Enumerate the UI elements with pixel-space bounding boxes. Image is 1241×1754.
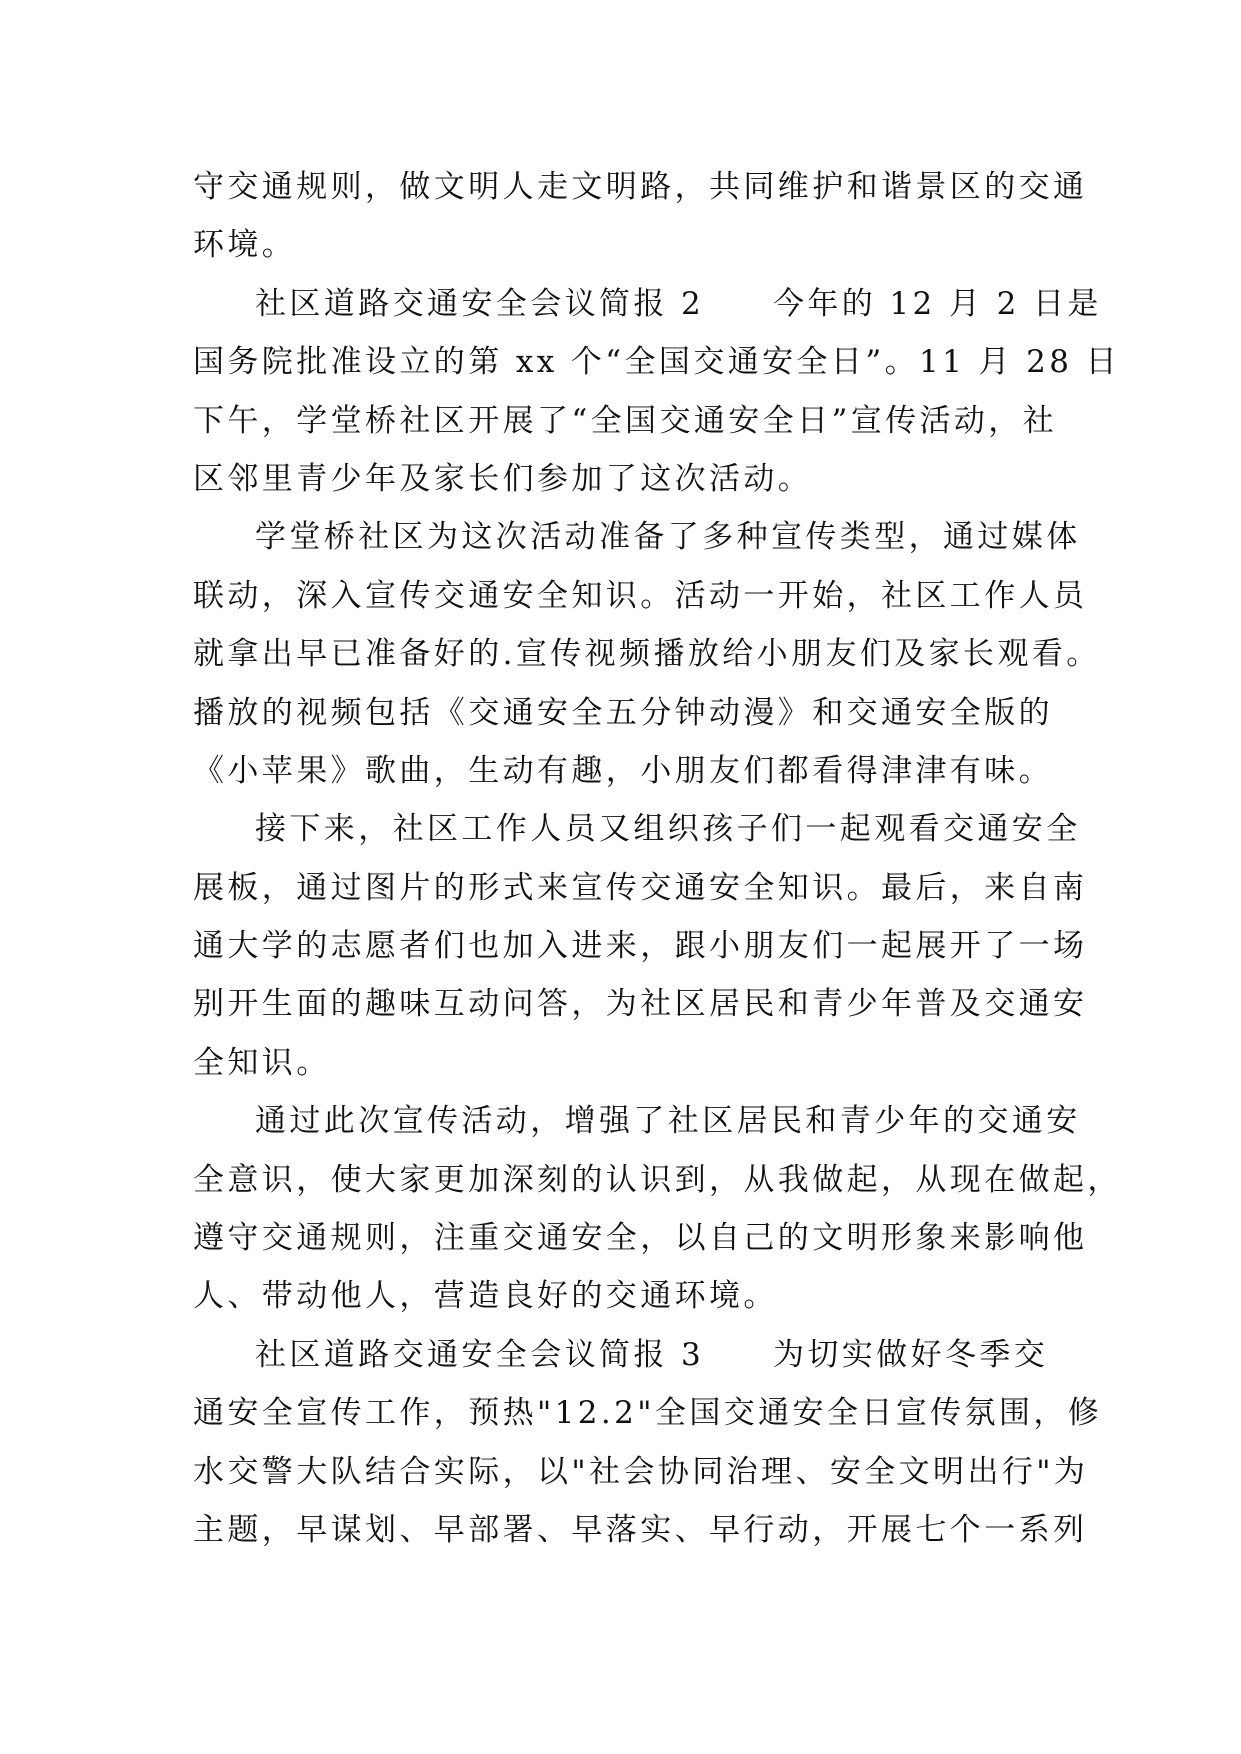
text-line: 全知识。	[193, 1044, 331, 1081]
text-line: 社区道路交通安全会议简报 2 今年的 12 月 2 日是	[255, 285, 1102, 322]
text-line: 学堂桥社区为这次活动准备了多种宣传类型，通过媒体	[255, 519, 1081, 556]
text-line: 主题，早谋划、早部署、早落实、早行动，开展七个一系列	[193, 1511, 1088, 1548]
text-line: 环境。	[193, 227, 297, 264]
text-line: 社区道路交通安全会议简报 3 为切实做好冬季交	[255, 1336, 1049, 1373]
text-line: 接下来，社区工作人员又组织孩子们一起观看交通安全	[255, 811, 1081, 848]
text-line: 别开生面的趣味互动问答，为社区居民和青少年普及交通安	[193, 986, 1088, 1023]
text-line: 全意识，使大家更加深刻的认识到，从我做起，从现在做起，	[193, 1161, 1122, 1198]
text-line: 就拿出早已准备好的.宣传视频播放给小朋友们及家长观看。	[193, 636, 1101, 673]
text-line: 区邻里青少年及家长们参加了这次活动。	[193, 460, 813, 497]
text-line: 联动，深入宣传交通安全知识。活动一开始，社区工作人员	[193, 577, 1088, 614]
text-line: 守交通规则，做文明人走文明路，共同维护和谐景区的交通	[193, 169, 1088, 205]
body-text	[193, 158, 1122, 1559]
text-line: 播放的视频包括《交通安全五分钟动漫》和交通安全版的	[193, 694, 1053, 731]
text-line: 展板，通过图片的形式来宣传交通安全知识。最后，来自南	[193, 869, 1088, 906]
text-line: 下午，学堂桥社区开展了“全国交通安全日”宣传活动，社	[193, 402, 1058, 439]
text-line: 人、带动他人，营造良好的交通环境。	[193, 1278, 778, 1315]
text-line: 通过此次宣传活动，增强了社区居民和青少年的交通安	[255, 1103, 1081, 1140]
text-line: 国务院批准设立的第 xx 个“全国交通安全日”。11 月 28 日	[193, 344, 1121, 381]
text-line: 水交警大队结合实际，以"社会协同治理、安全文明出行"为	[193, 1453, 1089, 1490]
text-line: 通大学的志愿者们也加入进来，跟小朋友们一起展开了一场	[193, 928, 1088, 965]
text-line: 《小苹果》歌曲，生动有趣，小朋友们都看得津津有味。	[193, 752, 1053, 789]
text-line: 通安全宣传工作，预热"12.2"全国交通安全日宣传氛围，修	[193, 1395, 1103, 1432]
text-line: 遵守交通规则，注重交通安全，以自己的文明形象来影响他	[193, 1220, 1088, 1257]
